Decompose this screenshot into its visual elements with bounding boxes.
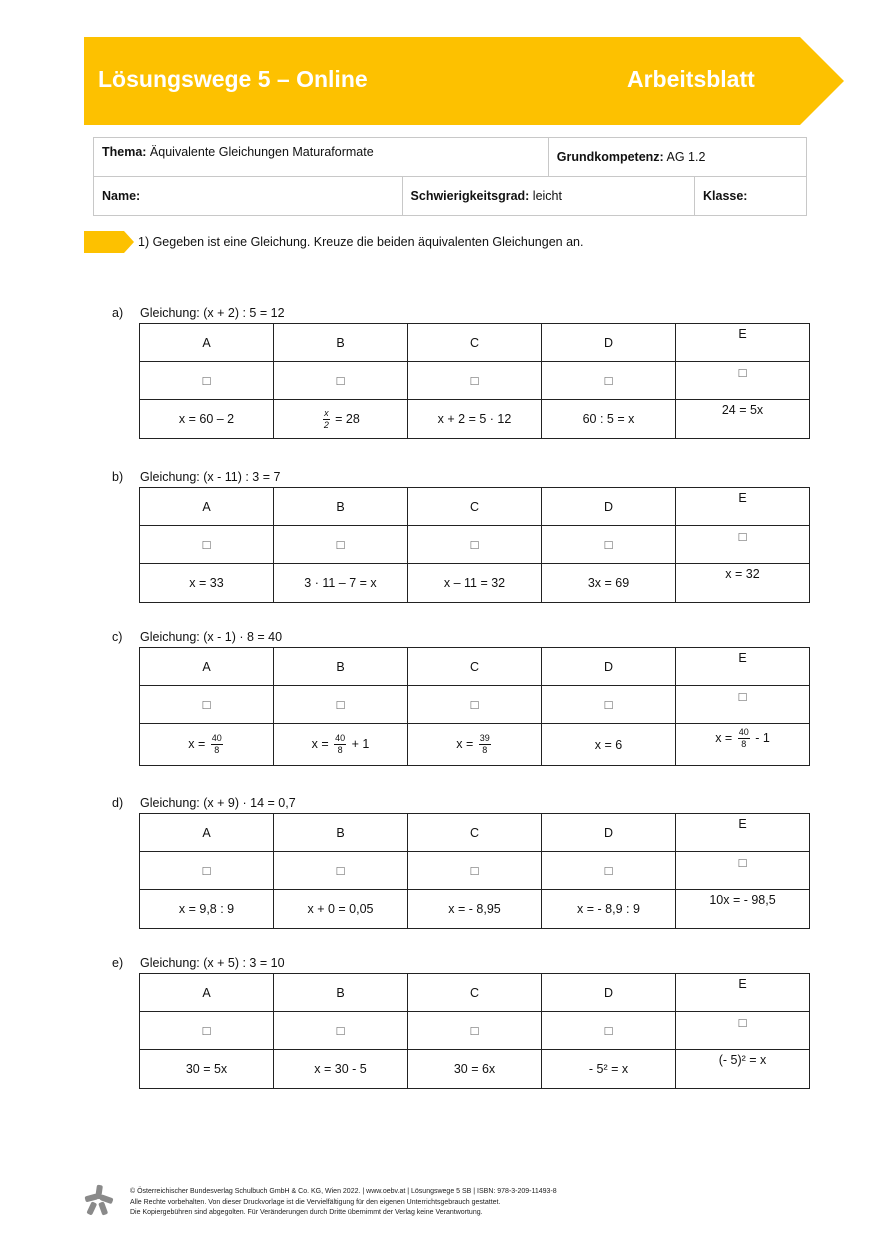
checkbox-a[interactable]: □ bbox=[202, 1023, 211, 1038]
option-d: 60 : 5 = x bbox=[542, 400, 676, 439]
options-table bbox=[139, 973, 810, 1089]
exercise-letter: d) bbox=[112, 796, 124, 810]
column-header-e: E bbox=[676, 488, 810, 526]
column-header-b: B bbox=[274, 488, 408, 526]
checkbox-b[interactable]: □ bbox=[336, 537, 345, 552]
column-header-d: D bbox=[542, 814, 676, 852]
option-e bbox=[676, 724, 810, 766]
checkbox-b[interactable]: □ bbox=[336, 863, 345, 878]
checkbox-b[interactable]: □ bbox=[336, 697, 345, 712]
fraction-denominator: 8 bbox=[337, 745, 343, 755]
publisher-logo-icon bbox=[84, 1184, 114, 1221]
name-cell[interactable] bbox=[94, 177, 403, 216]
checkbox-c[interactable]: □ bbox=[470, 697, 479, 712]
option-c: 30 = 6x bbox=[408, 1050, 542, 1089]
task-text: 1) Gegeben ist eine Gleichung. Kreuze die beiden äquivalenten Gleichungen an. bbox=[138, 235, 584, 249]
option-b bbox=[274, 724, 408, 766]
column-header-c: C bbox=[408, 814, 542, 852]
checkbox-a[interactable]: □ bbox=[202, 697, 211, 712]
worksheet-type-label: Arbeitsblatt bbox=[627, 66, 755, 92]
option-b: x + 0 = 0,05 bbox=[274, 890, 408, 929]
exercise-b bbox=[112, 470, 812, 590]
fraction bbox=[479, 733, 491, 756]
checkbox-c[interactable]: □ bbox=[470, 373, 479, 388]
fraction-denominator: 8 bbox=[214, 745, 220, 755]
option-a: x = 60 – 2 bbox=[140, 400, 274, 439]
fraction-numerator: 39 bbox=[479, 733, 490, 743]
thema-cell bbox=[94, 138, 549, 177]
checkbox-a[interactable]: □ bbox=[202, 373, 211, 388]
checkbox-d[interactable]: □ bbox=[604, 373, 613, 388]
option-prefix: x = bbox=[715, 730, 736, 745]
fraction bbox=[738, 727, 750, 750]
checkbox-e[interactable]: □ bbox=[738, 689, 747, 704]
column-header-a: A bbox=[140, 324, 274, 362]
checkbox-c[interactable]: □ bbox=[470, 863, 479, 878]
column-header-d: D bbox=[542, 974, 676, 1012]
checkbox-c[interactable]: □ bbox=[470, 537, 479, 552]
column-header-e: E bbox=[676, 324, 810, 362]
checkbox-d[interactable]: □ bbox=[604, 697, 613, 712]
fraction bbox=[334, 733, 346, 756]
exercise-equation: Gleichung: (x + 2) : 5 = 12 bbox=[140, 306, 285, 320]
option-suffix: = 28 bbox=[331, 411, 360, 426]
checkbox-a[interactable]: □ bbox=[202, 863, 211, 878]
column-header-a: A bbox=[140, 814, 274, 852]
option-a: 30 = 5x bbox=[140, 1050, 274, 1089]
footer-line: © Österreichischer Bundesverlag Schulbuch GmbH & Co. KG, Wien 2022. | www.oebv.at | Lösungswege 5 SB | ISBN: 978-3-209-11493-8 bbox=[130, 1188, 557, 1195]
exercise-c bbox=[112, 630, 812, 755]
option-suffix: - 1 bbox=[751, 730, 770, 745]
exercise-equation: Gleichung: (x - 1) · 8 = 40 bbox=[140, 630, 283, 644]
column-header-c: C bbox=[408, 648, 542, 686]
exercise-equation: Gleichung: (x + 9) · 14 = 0,7 bbox=[140, 796, 296, 810]
thema-value: Äquivalente Gleichungen Maturaformate bbox=[146, 145, 374, 159]
checkbox-a[interactable]: □ bbox=[202, 537, 211, 552]
option-prefix: x = bbox=[188, 736, 209, 751]
header-banner bbox=[84, 37, 844, 125]
klasse-label: Klasse: bbox=[703, 189, 748, 203]
column-header-c: C bbox=[408, 324, 542, 362]
checkbox-b[interactable]: □ bbox=[336, 373, 345, 388]
option-c: x – 11 = 32 bbox=[408, 564, 542, 603]
fraction-denominator: 8 bbox=[482, 745, 488, 755]
exercise-equation: Gleichung: (x - 11) : 3 = 7 bbox=[140, 470, 281, 484]
option-e: x = 32 bbox=[676, 564, 810, 603]
checkbox-b[interactable]: □ bbox=[336, 1023, 345, 1038]
schwierigkeit-label: Schwierigkeitsgrad: bbox=[410, 189, 530, 203]
column-header-c: C bbox=[408, 974, 542, 1012]
option-c bbox=[408, 724, 542, 766]
worksheet-info-table bbox=[93, 137, 807, 216]
column-header-a: A bbox=[140, 974, 274, 1012]
option-d: x = 6 bbox=[542, 724, 676, 766]
column-header-d: D bbox=[542, 648, 676, 686]
checkbox-e[interactable]: □ bbox=[738, 365, 747, 380]
name-label: Name: bbox=[102, 189, 141, 203]
column-header-c: C bbox=[408, 488, 542, 526]
column-header-e: E bbox=[676, 974, 810, 1012]
option-a: x = 9,8 : 9 bbox=[140, 890, 274, 929]
option-e: (- 5)² = x bbox=[676, 1050, 810, 1089]
checkbox-d[interactable]: □ bbox=[604, 1023, 613, 1038]
footer-legal bbox=[130, 1187, 557, 1219]
option-a bbox=[140, 724, 274, 766]
exercise-e bbox=[112, 956, 812, 1076]
option-suffix: + 1 bbox=[348, 736, 370, 751]
exercise-letter: e) bbox=[112, 956, 124, 970]
fraction bbox=[323, 408, 330, 431]
kompetenz-label: Grundkompetenz: bbox=[556, 150, 664, 164]
column-header-d: D bbox=[542, 324, 676, 362]
exercise-d bbox=[112, 796, 812, 916]
task-arrow-icon bbox=[84, 231, 136, 253]
option-c: x = - 8,95 bbox=[408, 890, 542, 929]
option-e: 10x = - 98,5 bbox=[676, 890, 810, 929]
klasse-cell[interactable] bbox=[695, 177, 807, 216]
column-header-b: B bbox=[274, 648, 408, 686]
kompetenz-value: AG 1.2 bbox=[663, 150, 706, 164]
option-d: - 5² = x bbox=[542, 1050, 676, 1089]
checkbox-d[interactable]: □ bbox=[604, 537, 613, 552]
option-d: x = - 8,9 : 9 bbox=[542, 890, 676, 929]
option-b: x = 30 - 5 bbox=[274, 1050, 408, 1089]
option-d: 3x = 69 bbox=[542, 564, 676, 603]
column-header-e: E bbox=[676, 648, 810, 686]
column-header-d: D bbox=[542, 488, 676, 526]
worksheet-series-title: Lösungswege 5 – Online bbox=[98, 66, 368, 92]
exercise-letter: c) bbox=[112, 630, 123, 644]
column-header-b: B bbox=[274, 974, 408, 1012]
exercise-equation: Gleichung: (x + 5) : 3 = 10 bbox=[140, 956, 285, 970]
column-header-a: A bbox=[140, 488, 274, 526]
fraction-denominator: 2 bbox=[323, 419, 329, 430]
option-e: 24 = 5x bbox=[676, 400, 810, 439]
schwierigkeit-cell bbox=[402, 177, 694, 216]
footer-line: Alle Rechte vorbehalten. Von dieser Druckvorlage ist die Vervielfältigung für den eigenen Unterrichtsgebrauch gestattet. bbox=[130, 1198, 501, 1206]
options-table bbox=[139, 323, 810, 439]
checkbox-e[interactable]: □ bbox=[738, 1015, 747, 1030]
exercise-letter: b) bbox=[112, 470, 124, 484]
option-c: x + 2 = 5 · 12 bbox=[408, 400, 542, 439]
column-header-b: B bbox=[274, 324, 408, 362]
fraction-numerator: 40 bbox=[335, 733, 346, 743]
options-table bbox=[139, 647, 810, 766]
footer-line: Die Kopiergebühren sind abgegolten. Für Veränderungen durch Dritte übernimmt der Verlag keine Verantwortung. bbox=[130, 1209, 483, 1216]
column-header-b: B bbox=[274, 814, 408, 852]
option-prefix: x = bbox=[456, 736, 477, 751]
option-a: x = 33 bbox=[140, 564, 274, 603]
fraction bbox=[211, 733, 223, 756]
option-b bbox=[274, 400, 408, 439]
checkbox-e[interactable]: □ bbox=[738, 529, 747, 544]
checkbox-c[interactable]: □ bbox=[470, 1023, 479, 1038]
checkbox-e[interactable]: □ bbox=[738, 855, 747, 870]
column-header-a: A bbox=[140, 648, 274, 686]
options-table bbox=[139, 813, 810, 929]
fraction-numerator: x bbox=[324, 407, 329, 418]
option-prefix: x = bbox=[311, 736, 333, 751]
task-instruction bbox=[84, 231, 784, 253]
fraction-numerator: 40 bbox=[738, 727, 749, 737]
options-table bbox=[139, 487, 810, 603]
fraction-denominator: 8 bbox=[741, 739, 747, 749]
exercise-letter: a) bbox=[112, 306, 124, 320]
kompetenz-cell bbox=[548, 138, 806, 177]
fraction-numerator: 40 bbox=[211, 733, 222, 743]
schwierigkeit-value: leicht bbox=[529, 189, 562, 203]
option-b: 3 · 11 – 7 = x bbox=[274, 564, 408, 603]
thema-label: Thema: bbox=[102, 145, 147, 159]
column-header-e: E bbox=[676, 814, 810, 852]
checkbox-d[interactable]: □ bbox=[604, 863, 613, 878]
exercise-a bbox=[112, 306, 812, 430]
